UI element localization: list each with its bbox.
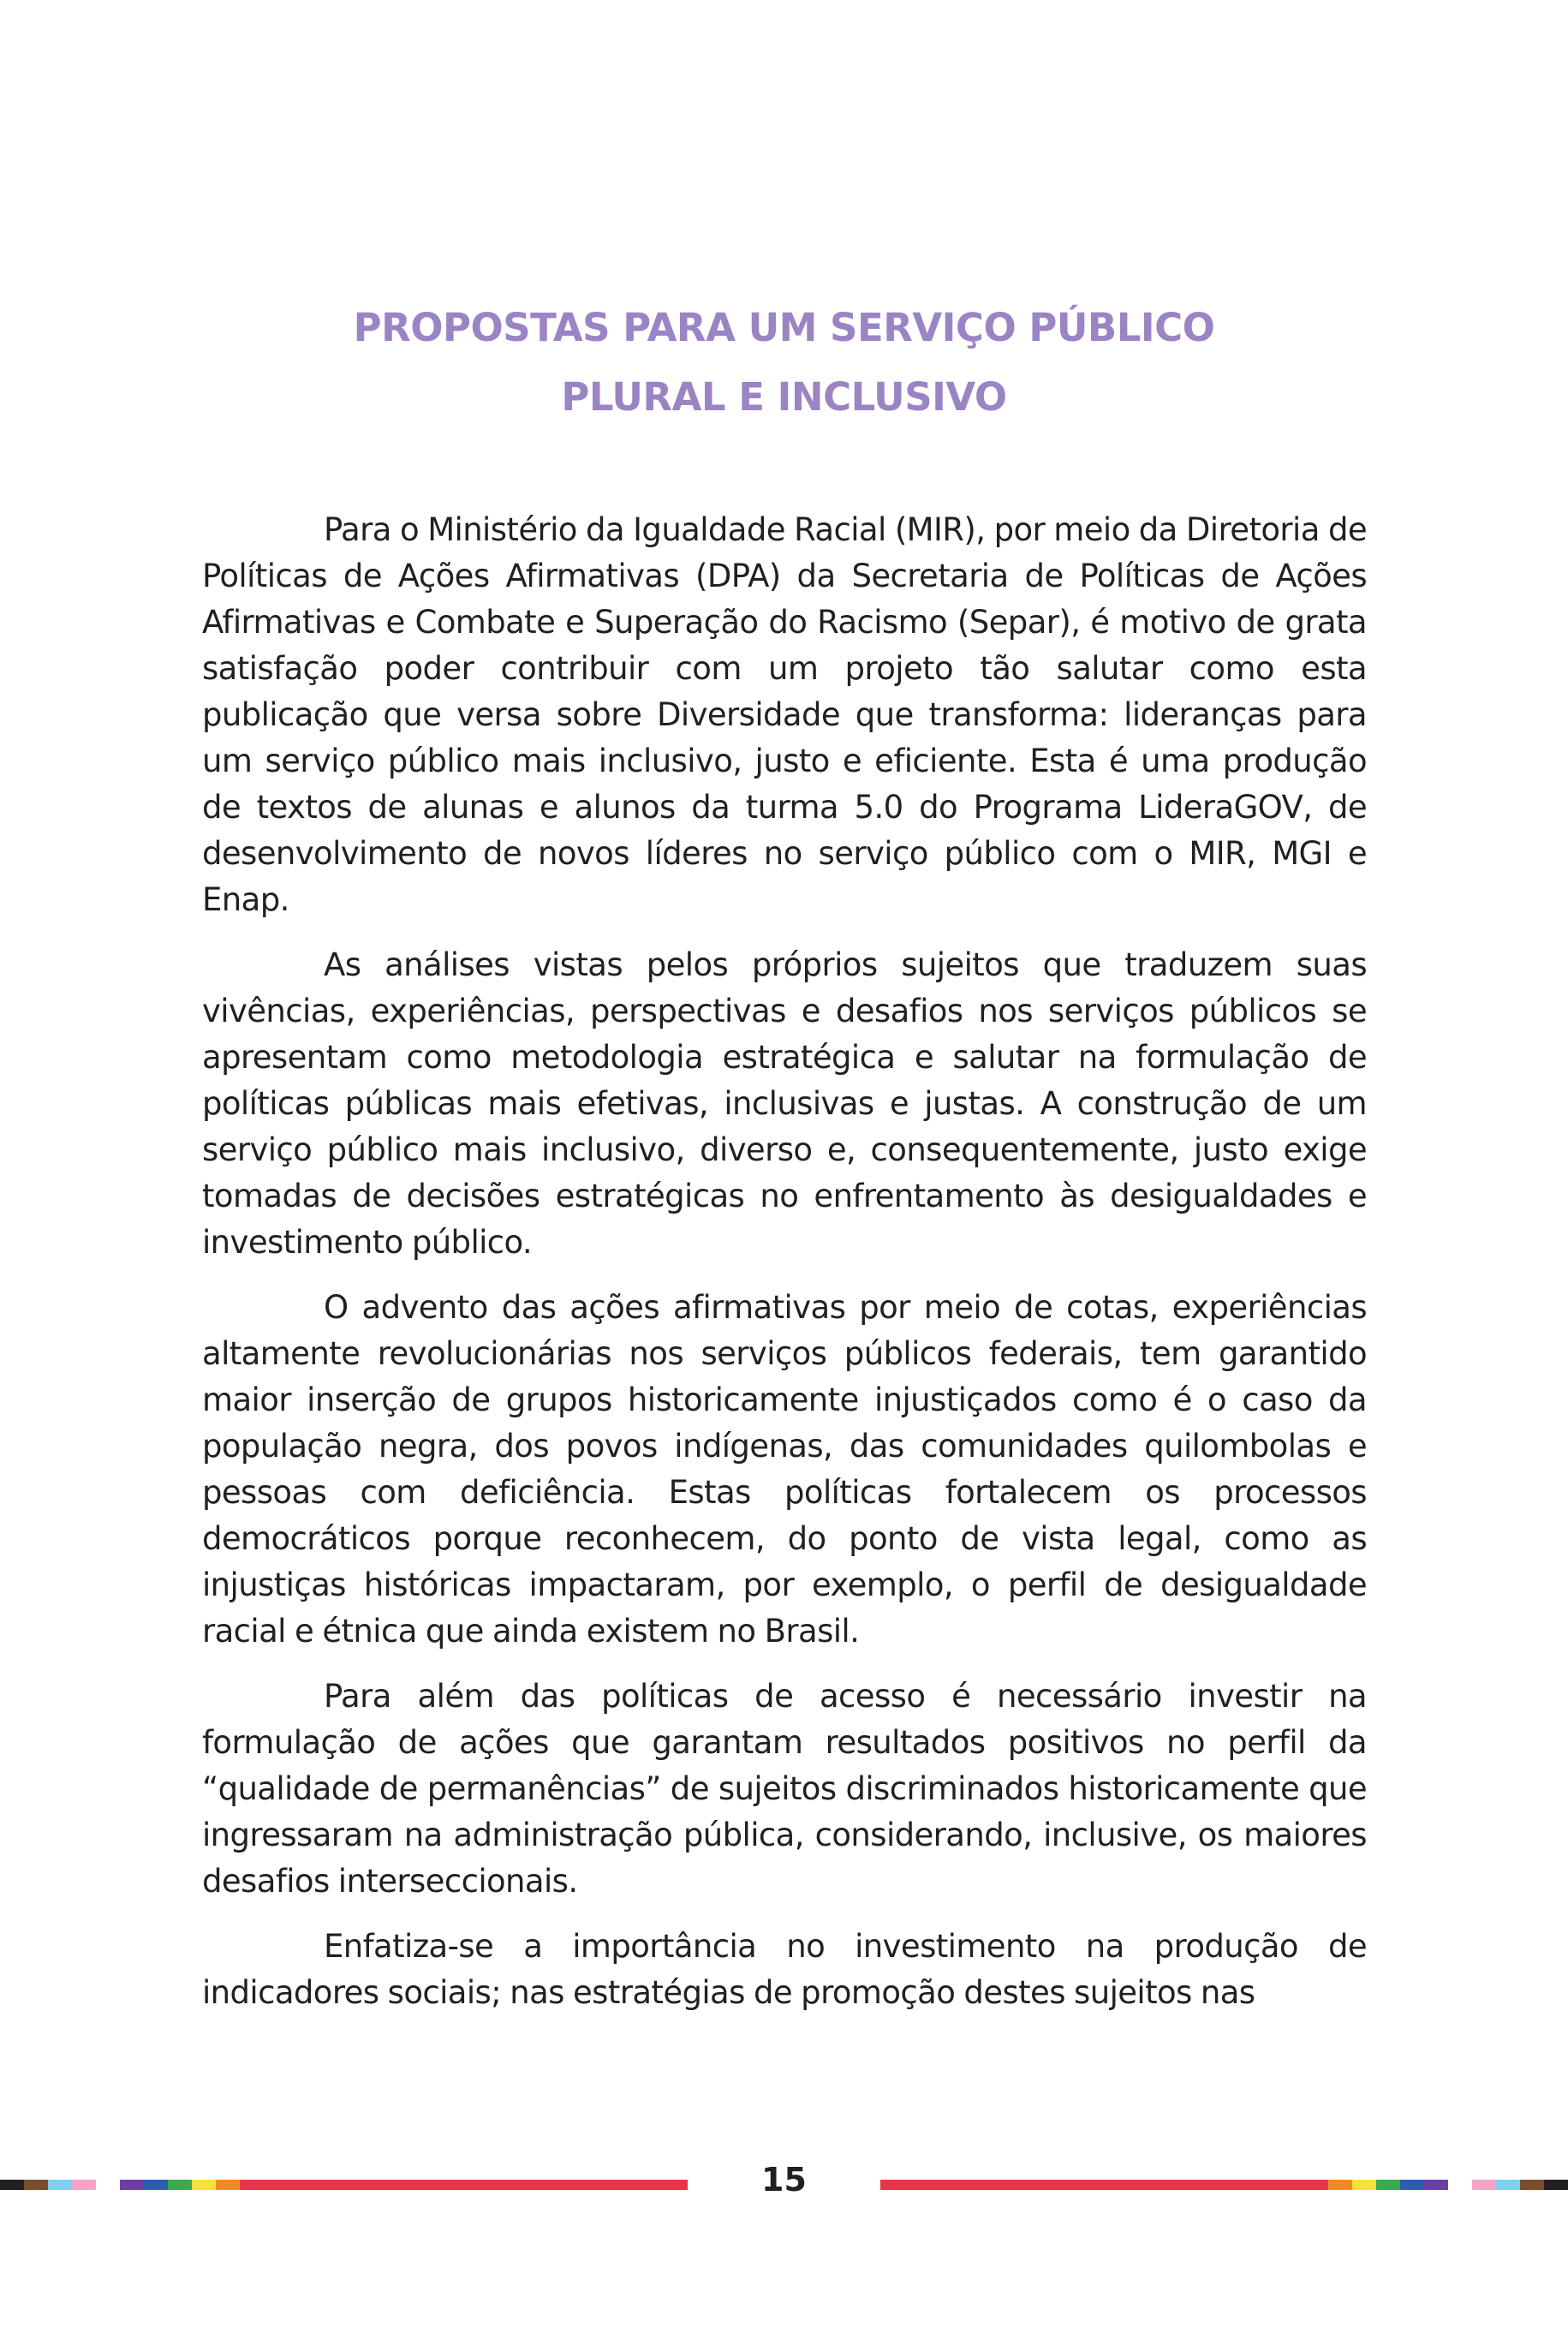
page-title-line-1: PROPOSTAS PARA UM SERVIÇO PÚBLICO (353, 305, 1215, 350)
paragraph-5: Enfatiza-se a importância no investimento na produção de indicadores sociais; nas estratégias de promoção destes sujeitos nas (202, 1928, 1367, 2011)
paragraph-3: O advento das ações afirmativas por meio de cotas, experiências altamente revolucionárias nos serviços públicos federais, tem garantido maior inserção de grupos historicamente injustiçados como é o caso da população negra, dos povos indígenas, das comunidades quilombolas e pessoas com deficiência. Estas políticas fortalecem os processos democráticos porque reconhecem, do ponto de vista legal, como as injustiças históricas impactaram, por exemplo, o perfil de desigualdade racial e étnica que ainda existem no Brasil. (202, 1289, 1367, 1650)
paragraph-1: Para o Ministério da Igualdade Racial (MIR), por meio da Diretoria de Políticas de Ações Afirmativas (DPA) da Secretaria de Políticas de Ações Afirmativas e Combate e Superação do Racismo (Separ), é motivo de grata satisfação poder contribuir com um projeto tão salutar como esta publicação que versa sobre Diversidade que transforma: lideranças para um serviço público mais inclusivo, justo e eficiente. Esta é uma produção de textos de alunas e alunos da turma 5.0 do Programa LideraGOV, de desenvolvimento de novos líderes no serviço público com o MIR, MGI e Enap. (202, 511, 1367, 918)
page-number: 15 (761, 2161, 807, 2199)
paragraph-4: Para além das políticas de acesso é necessário investir na formulação de ações que garantam resultados positivos no perfil da “qualidade de permanências” de sujeitos discriminados historicamente que ingressaram na administração pública, considerando, inclusive, os maiores desafios interseccionais. (202, 1678, 1367, 1900)
paragraph-2: As análises vistas pelos próprios sujeitos que traduzem suas vivências, experiências, perspectivas e desafios nos serviços públicos se apresentam como metodologia estratégica e salutar na formulação de políticas públicas mais efetivas, inclusivas e justas. A construção de um serviço público mais inclusivo, diverso e, consequentemente, justo exige tomadas de decisões estratégicas no enfrentamento às desigualdades e investimento público. (202, 946, 1367, 1261)
page-title-line-2: PLURAL E INCLUSIVO (561, 374, 1007, 420)
body-text (202, 507, 1367, 2035)
